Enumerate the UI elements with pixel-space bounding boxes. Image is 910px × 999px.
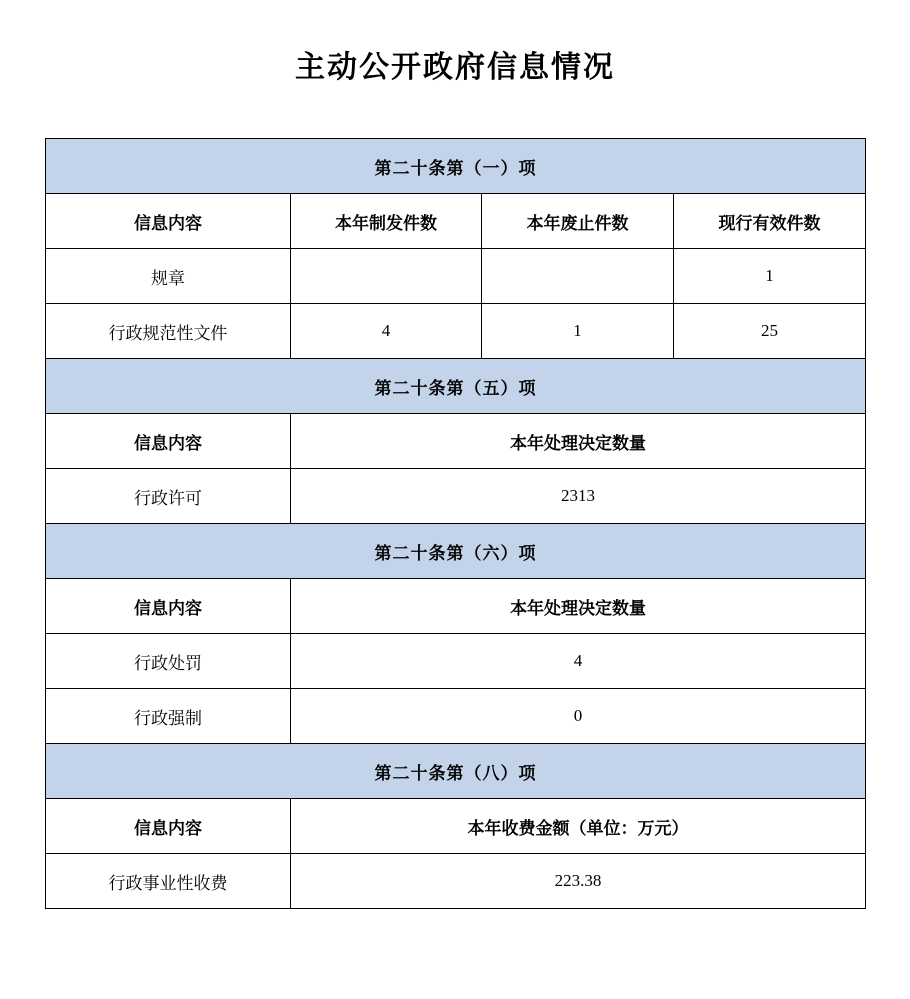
table-row	[46, 524, 866, 579]
row-label-admin-license: 行政许可	[46, 469, 291, 524]
cell-admin-coercion-count: 0	[291, 689, 866, 744]
cell-admin-fees-amount: 223.38	[291, 854, 866, 909]
cell-guizhang-issued	[291, 249, 482, 304]
cell-guizhang-abolished	[482, 249, 674, 304]
column-header-1-2: 本年废止件数	[482, 194, 674, 249]
section-heading-3: 第二十条第（六）项	[46, 524, 866, 579]
table-row	[46, 469, 866, 524]
table-row	[46, 689, 866, 744]
section-heading-4: 第二十条第（八）项	[46, 744, 866, 799]
cell-normative-abolished: 1	[482, 304, 674, 359]
row-label-admin-penalty: 行政处罚	[46, 634, 291, 689]
section-heading-1: 第二十条第（一）项	[46, 139, 866, 194]
cell-guizhang-effective: 1	[674, 249, 866, 304]
column-header-3-1: 本年处理决定数量	[291, 579, 866, 634]
row-label-admin-fees: 行政事业性收费	[46, 854, 291, 909]
table-row	[46, 854, 866, 909]
cell-admin-license-count: 2313	[291, 469, 866, 524]
table-row	[46, 414, 866, 469]
section-heading-2: 第二十条第（五）项	[46, 359, 866, 414]
row-label-normative-docs: 行政规范性文件	[46, 304, 291, 359]
info-table-container	[45, 138, 865, 909]
table-row	[46, 799, 866, 854]
table-row	[46, 744, 866, 799]
public-information-table	[45, 138, 866, 909]
column-header-4-1: 本年收费金额（单位：万元）	[291, 799, 866, 854]
row-label-guizhang: 规章	[46, 249, 291, 304]
table-row	[46, 579, 866, 634]
column-header-3-0: 信息内容	[46, 579, 291, 634]
table-row	[46, 139, 866, 194]
column-header-2-0: 信息内容	[46, 414, 291, 469]
column-header-2-1: 本年处理决定数量	[291, 414, 866, 469]
table-row	[46, 359, 866, 414]
column-header-1-0: 信息内容	[46, 194, 291, 249]
cell-admin-penalty-count: 4	[291, 634, 866, 689]
page-title: 主动公开政府信息情况	[295, 51, 615, 84]
table-row	[46, 194, 866, 249]
column-header-1-3: 现行有效件数	[674, 194, 866, 249]
column-header-4-0: 信息内容	[46, 799, 291, 854]
cell-normative-issued: 4	[291, 304, 482, 359]
table-row	[46, 634, 866, 689]
column-header-1-1: 本年制发件数	[291, 194, 482, 249]
row-label-admin-coercion: 行政强制	[46, 689, 291, 744]
table-row	[46, 304, 866, 359]
cell-normative-effective: 25	[674, 304, 866, 359]
table-row	[46, 249, 866, 304]
